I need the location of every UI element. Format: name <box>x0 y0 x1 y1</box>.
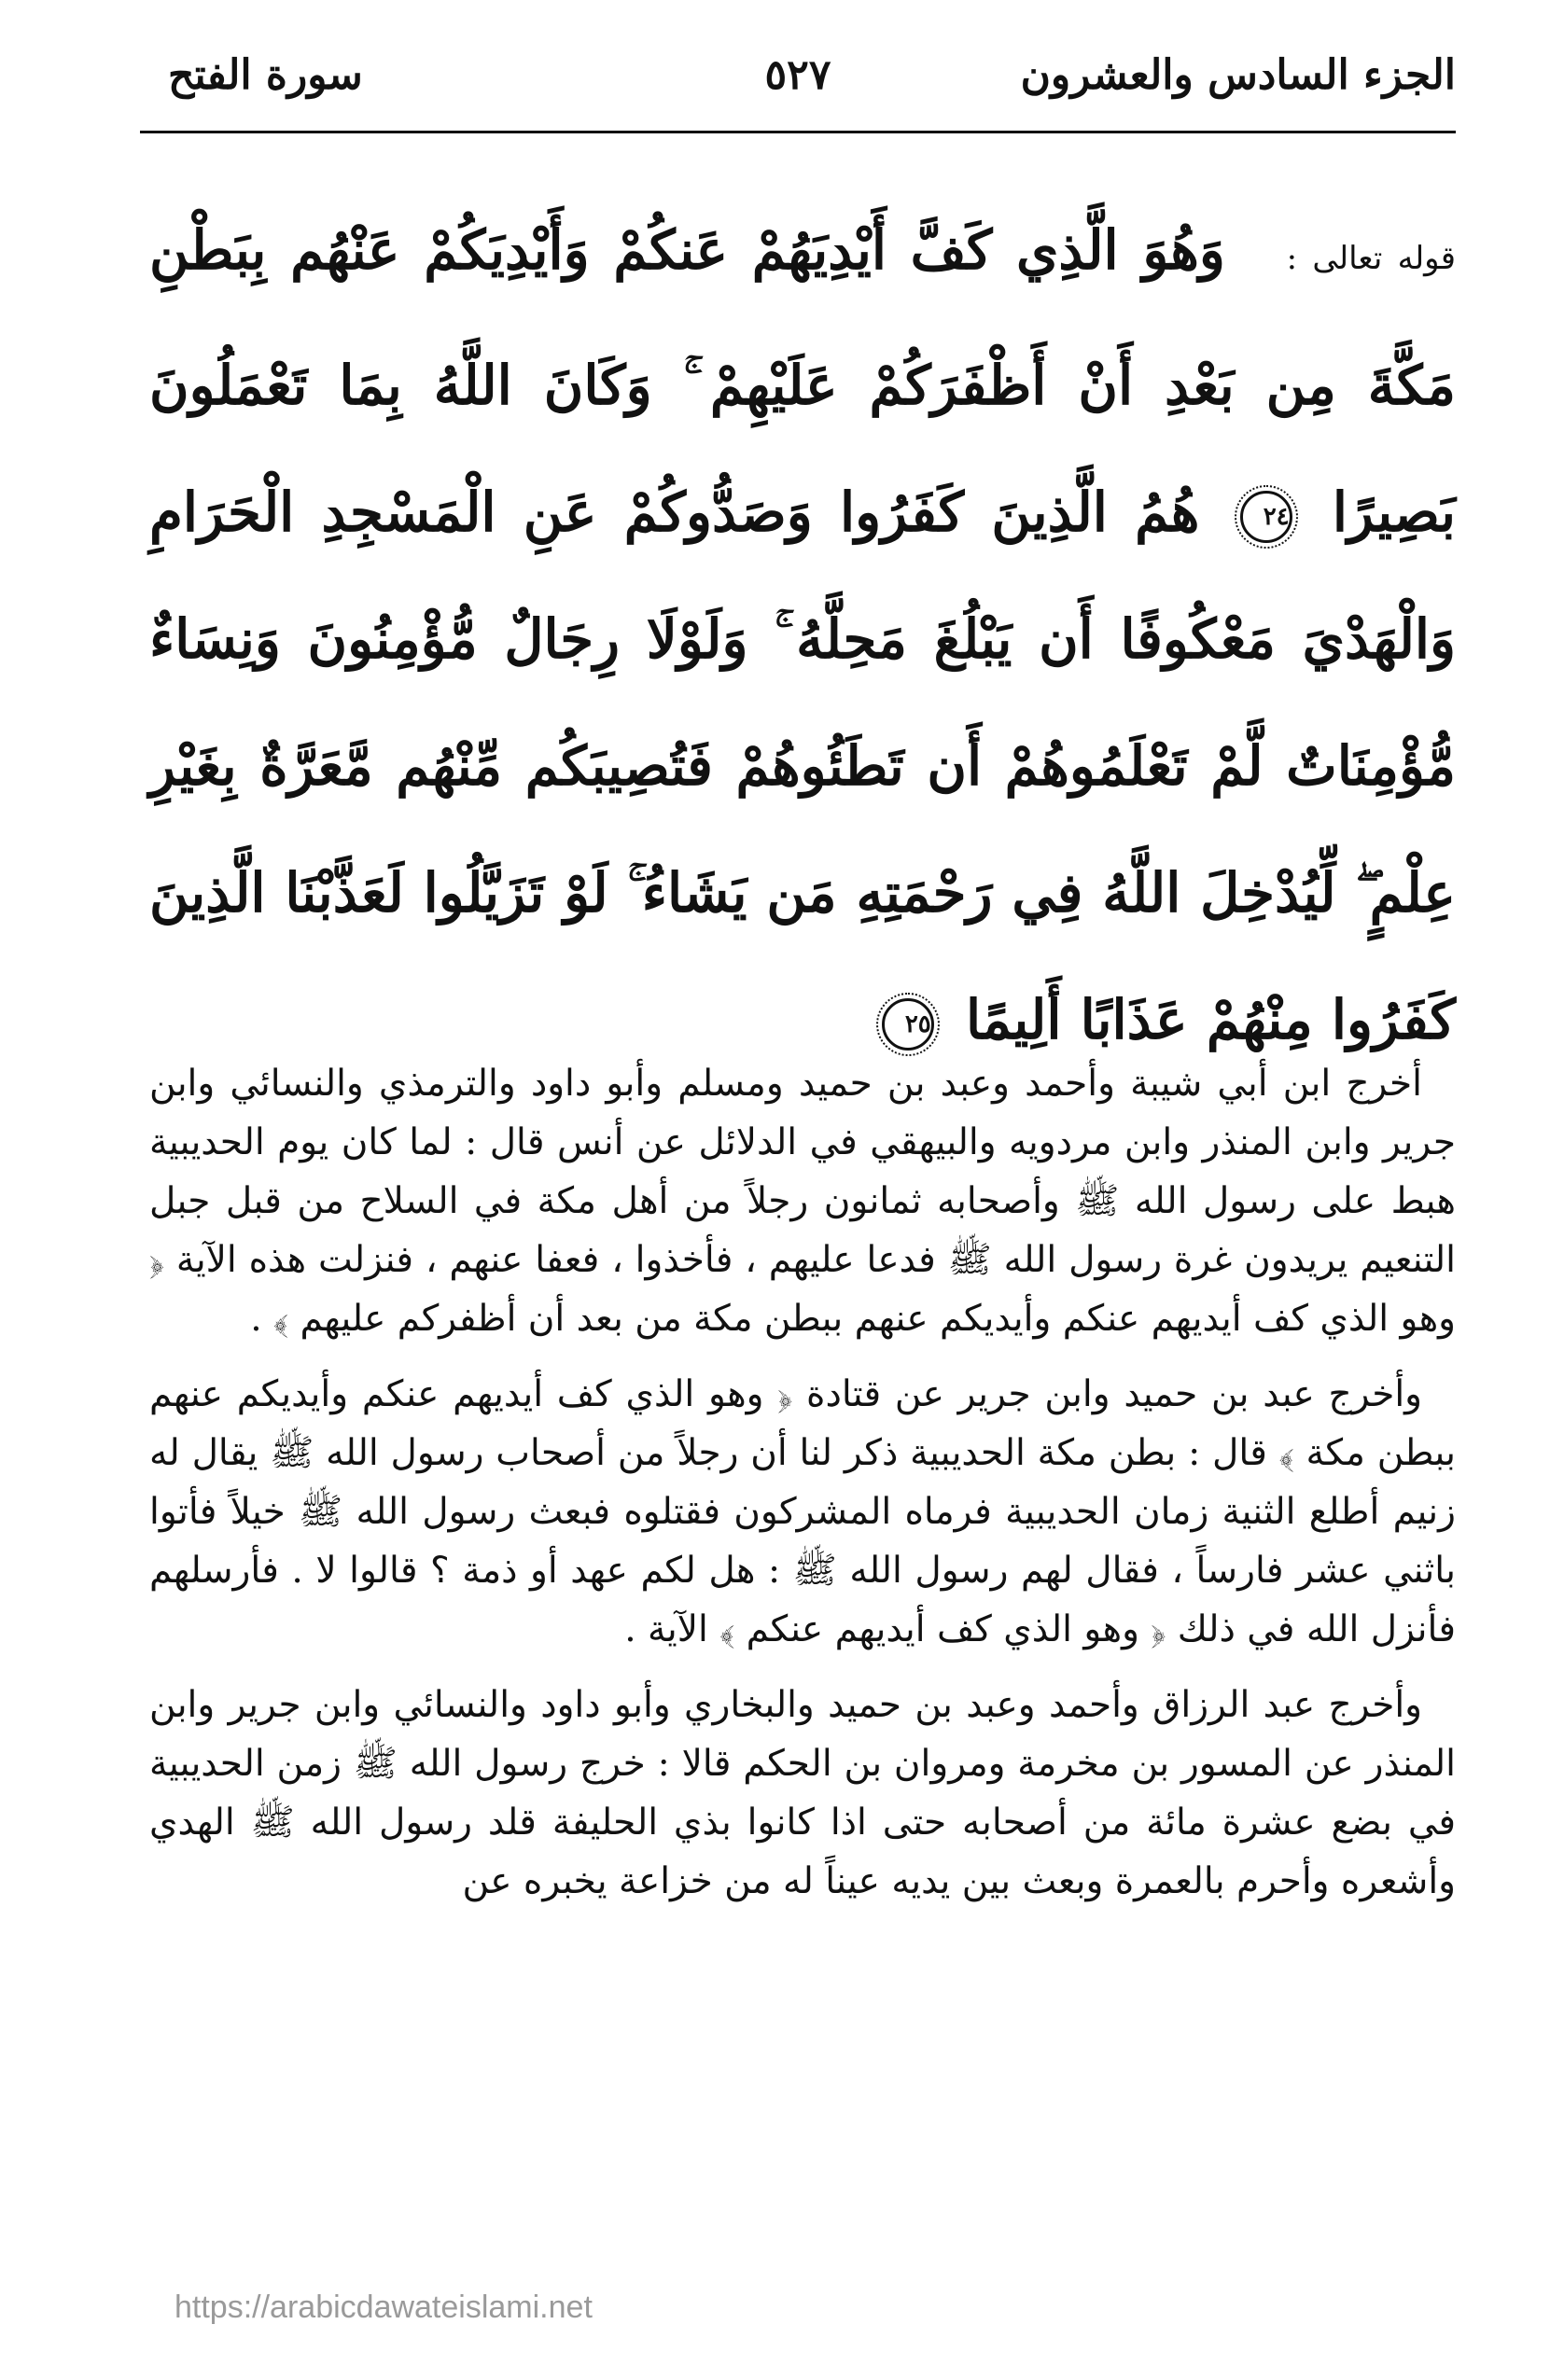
verse-25-text: هُمُ الَّذِينَ كَفَرُوا وَصَدُّوكُمْ عَنِ الْمَسْجِدِ الْحَرَامِ وَالْهَدْيَ مَعْكُوفًا أَن يَبْلُغَ مَحِلَّهُ ۚ وَلَوْلَا رِجَالٌ مُّؤْمِنُونَ وَنِسَاءٌ مُّؤْمِنَاتٌ لَّمْ تَعْلَمُوهُمْ أَن تَطَئُوهُمْ فَتُصِيبَكُم مِّنْهُم مَّعَرَّةٌ بِغَيْرِ عِلْمٍ ۖ لِّيُدْخِلَ اللَّهُ فِي رَحْمَتِهِ مَن يَشَاءُ ۚ لَوْ تَزَيَّلُوا لَعَذَّبْنَا الَّذِينَ كَفَرُوا مِنْهُمْ عَذَابًا أَلِيمًا <box>149 480 1456 1051</box>
commentary-paragraph: أخرج ابن أبي شيبة وأحمد وعبد بن حميد ومسلم وأبو داود والترمذي والنسائي وابن جرير وابن المنذر وابن مردويه والبيهقي في الدلائل عن أنس قال : لما كان يوم الحديبية هبط على رسول الله ﷺ وأصحابه ثمانون رجلاً من أهل مكة في السلاح من قبل جبل التنعيم يريدون غرة رسول الله ﷺ فدعا عليهم ، فأخذوا ، فعفا عنهم ، فنزلت هذه الآية ﴿ وهو الذي كف أيديهم عنكم وأيديكم عنهم ببطن مكة من بعد أن أظفركم عليهم ﴾ . <box>149 1063 1456 1340</box>
page-header <box>140 51 1456 117</box>
ayah-number-marker: ٢٤ <box>1240 491 1292 543</box>
juz-title: الجزء السادس والعشرون <box>1020 51 1456 99</box>
book-page <box>140 37 1456 2332</box>
commentary-paragraph: وأخرج عبد بن حميد وابن جرير عن قتادة ﴿ وهو الذي كف أيديهم عنكم وأيديكم عنهم ببطن مكة ﴾ قال : بطن مكة الحديبية ذكر لنا أن رجلاً من أصحاب رسول الله ﷺ يقال له زنيم أطلع الثنية زمان الحديبية فرماه المشركون فقتلوه فبعث رسول الله ﷺ خيلاً فأتوا باثني عشر فارساً ، فقال لهم رسول الله ﷺ : هل لكم عهد أو ذمة ؟ قالوا لا . فأرسلهم فأنزل الله في ذلك ﴿ وهو الذي كف أيديهم عنكم ﴾ الآية . <box>149 1373 1456 1650</box>
watermark-url: https://arabicdawateislami.net <box>175 2290 593 2325</box>
ayah-number-marker: ٢٥ <box>882 998 934 1051</box>
commentary-paragraph: وأخرج عبد الرزاق وأحمد وعبد بن حميد والبخاري وأبو داود والنسائي وابن جرير وابن المنذر عن المسور بن مخرمة ومروان بن الحكم قالا : خرج رسول الله ﷺ زمن الحديبية في بضع عشرة مائة من أصحابه حتى اذا كانوا بذي الحليفة قلد رسول الله ﷺ الهدي وأشعره وأحرم بالعمرة وبعث بين يديه عيناً له من خزاعة يخبره عن <box>149 1684 1456 1902</box>
quran-verses <box>149 187 1456 1083</box>
commentary-text <box>149 1054 1456 1928</box>
header-divider <box>140 131 1456 133</box>
surah-title: سورة الفتح <box>168 51 363 99</box>
page-number: ٥٢٧ <box>764 51 831 99</box>
verse-24-text: وَهُوَ الَّذِي كَفَّ أَيْدِيَهُمْ عَنكُمْ وَأَيْدِيَكُمْ عَنْهُم بِبَطْنِ مَكَّةَ مِن بَعْدِ أَنْ أَظْفَرَكُمْ عَلَيْهِمْ ۚ وَكَانَ اللَّهُ بِمَا تَعْمَلُونَ بَصِيرًا <box>149 218 1456 544</box>
verse-intro: قوله تعالى : <box>1286 240 1457 277</box>
